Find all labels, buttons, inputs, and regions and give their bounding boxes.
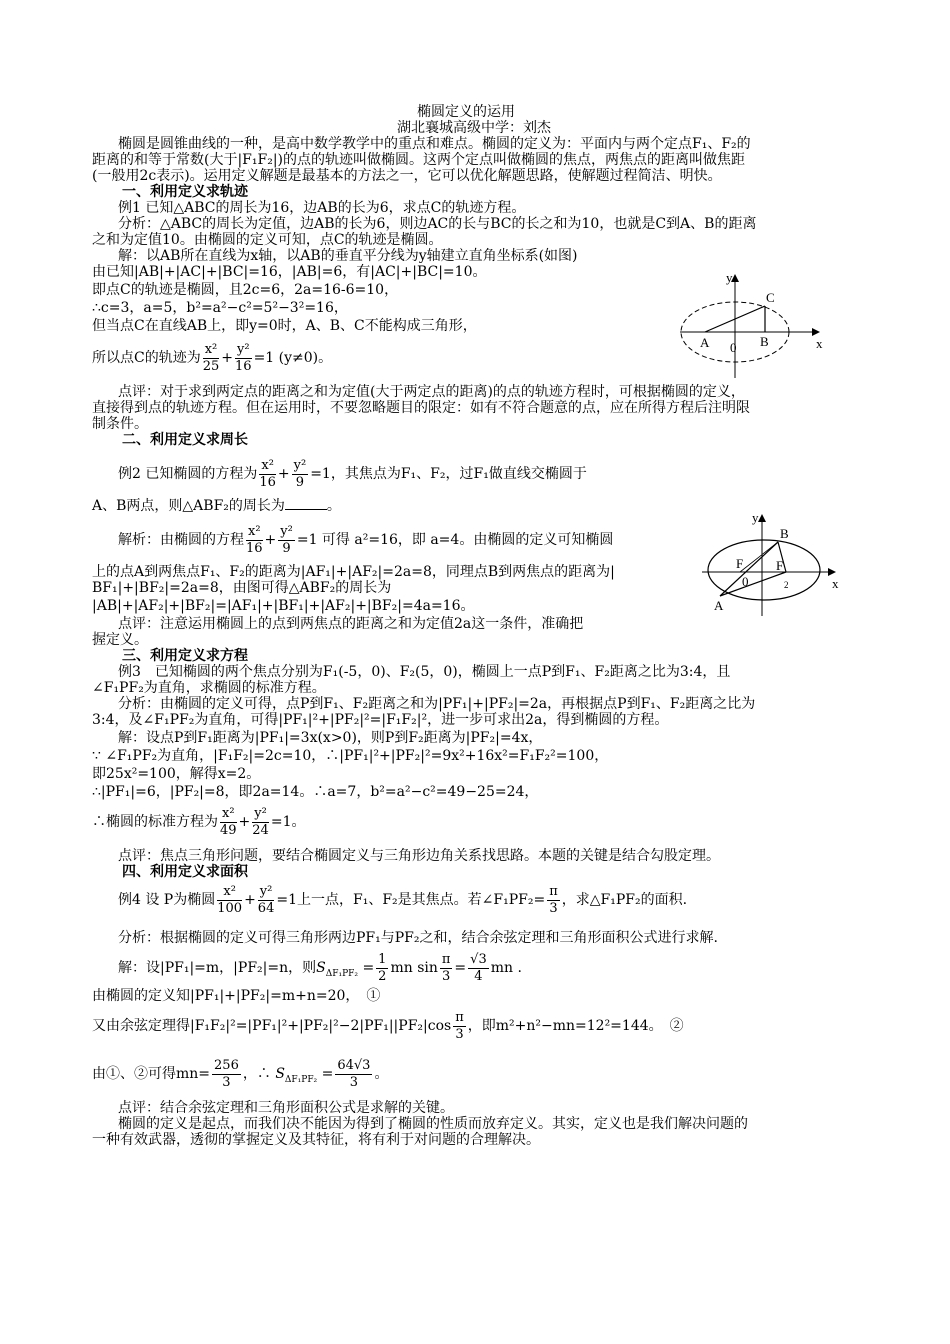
numerator: √3 [470, 951, 487, 967]
fig2-label-a: A [714, 598, 724, 613]
ex3-analysis-1: 分析：由椭圆的定义可得，点P到F₁、F₂距离之和为|PF₁|+|PF₂|=2a，再根据点P到F₁、F₂距离之比为 [118, 696, 756, 712]
intro-line-3: (一般用2c表示)。运用定义解题是最基本的方法之一，它可以优化解题思路，使解题过程简洁、明快。 [92, 168, 722, 184]
ex4-text-1: 例4 设 P为椭圆 $\frac{\text{x²}}{100}$ + $\frac{\text{y²}}{64}$ =1上一点，F₁、F₂是其焦点。若∠F₁PF₂= $\frac{\pi}{3}$ ，求△F₁PF₂的面积. [118, 883, 688, 916]
ex3-solution-2: ∵ ∠F₁PF₂为直角，|F₁F₂|=2c=10，∴|PF₁|²+|PF₂|²=9x²+16x²=F₁F₂²=100， [92, 748, 609, 764]
fraction-y2-9 [278, 524, 295, 557]
denominator: 3 [455, 1026, 464, 1042]
ex2-prefix: 例2 已知椭圆的方程为 [118, 466, 258, 482]
intro-line-1: 椭圆是圆锥曲线的一种，是高中数学教学中的重点和难点。椭圆的定义为：平面内与两个定点F₁、F₂的 [118, 136, 751, 152]
numerator: x² [222, 805, 235, 821]
numerator: x² [248, 523, 261, 539]
denominator: 16 [246, 540, 263, 556]
denominator: 3 [549, 900, 558, 916]
numerator: x² [217, 884, 242, 901]
section-3-heading: 三、利用定义求方程 [122, 648, 248, 664]
ex3-comment: 点评：焦点三角形问题，要结合椭圆定义与三角形边角关系找思路。本题的关键是结合勾股定理。 [118, 848, 720, 864]
ex1-sol6-suffix: =1 (y≠0)。 [253, 350, 333, 366]
area-symbol: S [316, 960, 326, 976]
figure-2-ellipse-diagram [702, 506, 852, 618]
ex3-text-1: 例3 已知椭圆的两个焦点分别为F₁(-5，0)、F₂(5，0)，椭圆上一点P到F₁、F₂距离之比为3:4，且 [118, 664, 731, 680]
fig1-label-x: x [816, 336, 823, 351]
intro-line-2: 距离的和等于常数(大于|F₁F₂|)的点的轨迹叫做椭圆。这两个定点叫做椭圆的焦点，两焦点的距离叫做焦距 [92, 152, 746, 168]
ex1-solution-4: ∴c=3，a=5，b²=a²−c²=5²−3²=16， [92, 300, 348, 316]
fig1-x-arrow [812, 328, 820, 336]
ex4-sol1-mid: mn sin [390, 960, 438, 976]
fraction-pi-3 [547, 884, 560, 917]
fraction-x2-100 [217, 884, 242, 917]
ex1-solution-1: 解：以AB所在直线为x轴，以AB的垂直平分线为y轴建立直角坐标系(如图) [118, 248, 578, 264]
fig2-x-arrow [828, 568, 836, 576]
fraction-pi-3 [440, 952, 453, 985]
fig2-label-f2-sub: 2 [784, 580, 789, 590]
fig2-label-x: x [832, 576, 839, 591]
ex4-solution-4 [92, 1056, 388, 1098]
ex1-solution-3: 即点C的轨迹是椭圆，且2c=6，2a=16-6=10， [92, 282, 399, 298]
fraction-pi-3 [453, 1010, 466, 1043]
ex4-solution-1 [118, 950, 522, 992]
ex2-text-2 [92, 498, 341, 514]
fig2-segment-af2 [720, 572, 786, 596]
ex4-sol4-prefix: 由①、②可得mn= [92, 1066, 211, 1082]
ex1-analysis-1: 分析：△ABC的周长为定值，边AB的长为6，则边AC的长与BC的长之和为10，也就是C到A、B的距离 [118, 216, 757, 232]
ex2-sol-suffix: =1 可得 a²=16，即 a=4。由椭圆的定义可知椭圆 [296, 532, 614, 548]
fraction-x2-49 [220, 806, 237, 839]
fig2-label-y: y [752, 510, 759, 525]
section-1-heading: 一、利用定义求轨迹 [122, 184, 248, 200]
fraction-y2-64 [258, 884, 275, 917]
ex4-sol1-prefix: 解：设|PF₁|=m，|PF₂|=n，则 [118, 960, 317, 976]
numerator: y² [259, 883, 273, 899]
denominator: 3 [349, 1074, 359, 1090]
ex2-solution-4: |AB|+|AF₂|+|BF₂|=|AF₁|+|BF₁|+|AF₂|+|BF₂|=4a=16。 [92, 598, 475, 614]
section-2-heading: 二、利用定义求周长 [122, 432, 248, 448]
doc-title: 椭圆定义的运用 [417, 104, 515, 120]
numerator: π [441, 951, 451, 967]
equals: = [362, 960, 375, 976]
numerator: 256 [214, 1057, 239, 1073]
ex1-solution-2: 由已知|AB|+|AC|+|BC|=16，|AB|=6，有|AC|+|BC|=10。 [92, 264, 487, 280]
ex1-analysis-2: 之和为定值10。由椭圆的定义可知，点C的轨迹是椭圆。 [92, 232, 443, 248]
numerator: π [549, 883, 558, 899]
numerator: y² [254, 805, 267, 821]
ex4-sol3-prefix: 又由余弦定理得|F₁F₂|²=|PF₁|²+|PF₂|²−2|PF₁||PF₂|cos [92, 1018, 452, 1034]
fig2-y-arrow [758, 514, 766, 522]
ex4-mid: =1上一点，F₁、F₂是其焦点。若∠F₁PF₂= [276, 892, 546, 908]
ex1-comment-2: 直接得到点的轨迹方程。但在运用时，不要忽略题目的限定：如有不符合题意的点，应在所得方程后注明限 [92, 400, 750, 416]
fraction-y2-9 [292, 458, 309, 491]
denominator: 3 [442, 968, 451, 984]
ex2-sol-prefix: 解析：由椭圆的方程 [118, 532, 244, 548]
fig2-segment-ab [720, 542, 778, 596]
ex2-solution-1: 解析：由椭圆的方程 $\frac{\text{x²}}{16}$ + $\frac{\text{y²}}{9}$ =1 可得 a²=16，即 a=4。由椭圆的定义可知椭圆 [118, 523, 614, 556]
area-subscript: ΔF₁PF₂ [325, 968, 358, 979]
ex2-text-2-main: A、B两点，则△ABF₂的周长为 [92, 498, 285, 514]
ex1-comment-1: 点评：对于求到两定点的距离之和为定值(大于两定点的距离)的点的轨迹方程时，可根据椭圆的定义， [118, 384, 745, 400]
ex4-sol3-suffix: ，即m²+n²−mn=12²=144。 ② [467, 1018, 684, 1034]
fraction-256-3 [212, 1058, 241, 1091]
numerator: x² [261, 457, 274, 473]
area-symbol: S [275, 1066, 285, 1082]
numerator: 1 [378, 951, 387, 967]
ex4-sol4-mid: ，∴ [242, 1066, 271, 1082]
ex1-text: 例1 已知△ABC的周长为16，边AB的长为6，求点C的轨迹方程。 [118, 200, 526, 216]
ex4-solution-3 [92, 1008, 684, 1044]
fig2-label-b: B [780, 526, 789, 541]
ex2-comment-1: 点评：注意运用椭圆上的点到两焦点的距离之和为定值2a这一条件，准确把 [118, 616, 584, 632]
fraction-64sqrt3-3 [335, 1058, 372, 1091]
fraction-sqrt3-4 [468, 952, 489, 985]
ex4-sol1-suffix: mn . [490, 960, 522, 976]
doc-author: 湖北襄城高级中学：刘杰 [397, 120, 551, 136]
denominator: 4 [474, 968, 483, 984]
numerator: x² [204, 341, 218, 357]
ex2-comment-2: 握定义。 [92, 632, 148, 648]
ex4-analysis: 分析：根据椭圆的定义可得三角形两边PF₁与PF₂之和，结合余弦定理和三角形面积公式进行求解. [118, 930, 718, 946]
figure-1-ellipse-diagram [680, 270, 830, 380]
ex1-comment-3: 制条件。 [92, 416, 148, 432]
fig2-label-f1: F [736, 556, 744, 571]
fraction-half [376, 952, 388, 985]
ex4-comment: 点评：结合余弦定理和三角形面积公式是求解的关键。 [118, 1100, 454, 1116]
ex2-text-2-end: 。 [326, 498, 341, 514]
section-4-heading: 四、利用定义求面积 [122, 864, 248, 880]
fraction-x2-16 [259, 458, 276, 491]
fig1-label-c: C [766, 290, 775, 305]
ex3-sol5-prefix: ∴椭圆的标准方程为 [92, 814, 218, 830]
fig1-label-o: 0 [730, 340, 737, 355]
ex4-suffix: ，求△F₁PF₂的面积. [561, 892, 688, 908]
area-subscript: ΔF₁PF₂ [284, 1074, 318, 1085]
equals: = [454, 960, 467, 976]
ex3-solution-3: 即25x²=100，解得x=2。 [92, 766, 261, 782]
denominator: 100 [217, 900, 243, 916]
fig1-label-y: y [726, 270, 733, 285]
ex3-analysis-2: 3:4，及∠F₁PF₂为直角，可得|PF₁|²+|PF₂|²=|F₁F₂|²，进一步可求出2a，得到椭圆的方程。 [92, 712, 669, 728]
numerator: y² [293, 457, 307, 473]
ex2-solution-2: 上的点A到两焦点F₁、F₂的距离为|AF₁|+|AF₂|=2a=8，同理点B到两焦点的距离为| [92, 564, 615, 580]
ex3-sol5-suffix: =1。 [270, 814, 306, 830]
answer-blank [285, 509, 327, 510]
ex2-text-1: 例2 已知椭圆的方程为 $\frac{\text{x²}}{16}$ + $\frac{\text{y²}}{9}$ =1，其焦点为F₁、F₂，过F₁做直线交椭圆于 [118, 457, 587, 490]
denominator: 2 [378, 968, 387, 984]
conclusion-1: 椭圆的定义是起点，而我们决不能因为得到了椭圆的性质而放弃定义。其实，定义也是我们解决问题的 [118, 1116, 748, 1132]
ex3-solution-1: 解：设点P到F₁距离为|PF₁|=3x(x>0)，则P到F₂距离为|PF₂|=4x， [118, 730, 543, 746]
denominator: 24 [252, 822, 269, 838]
ex1-solution-6: 所以点C的轨迹为 $\frac{\text{x²}}{25}$ + $\frac{\text{y²}}{16}$ =1 (y≠0)。 [92, 341, 333, 374]
fraction-x2-16 [246, 524, 263, 557]
numerator: π [455, 1009, 464, 1025]
denominator: 3 [222, 1074, 231, 1090]
ex3-solution-5: ∴椭圆的标准方程为 $\frac{\text{x²}}{49}$ + $\frac{\text{y²}}{24}$ =1。 [92, 805, 306, 838]
fraction-y2-24 [252, 806, 269, 839]
fraction-x2-25 [203, 342, 220, 375]
ex2-solution-3: BF₁|+|BF₂|=2a=8，由图可得△ABF₂的周长为 [92, 580, 392, 596]
fig1-label-b: B [760, 334, 769, 349]
ex1-solution-5: 但当点C在直线AB上，即y=0时，A、B、C不能构成三角形， [92, 318, 477, 334]
denominator: 64 [257, 900, 275, 916]
ex4-sol4-suffix: 。 [374, 1066, 389, 1082]
conclusion-2: 一种有效武器，透彻的掌握定义及其特征，将有利于对问题的合理解决。 [92, 1132, 540, 1148]
fig1-label-a: A [700, 335, 710, 350]
fig2-segment-f1b [740, 542, 778, 572]
numerator: y² [280, 523, 293, 539]
equals: = [321, 1066, 334, 1082]
fig2-label-f2: F [776, 558, 784, 573]
ex2-suffix: =1，其焦点为F₁、F₂，过F₁做直线交椭圆于 [310, 466, 587, 482]
denominator: 16 [259, 474, 276, 490]
ex1-sol6-prefix: 所以点C的轨迹为 [92, 350, 201, 366]
denominator: 9 [282, 540, 291, 556]
numerator: 64√3 [337, 1057, 371, 1073]
denominator: 9 [295, 474, 305, 490]
denominator: 49 [220, 822, 237, 838]
ex4-solution-2: 由椭圆的定义知|PF₁|+|PF₂|=m+n=20， ① [92, 988, 381, 1004]
ex3-text-2: ∠F₁PF₂为直角，求椭圆的标准方程。 [92, 680, 326, 696]
fraction-y2-16 [235, 342, 252, 375]
numerator: y² [237, 341, 250, 357]
denominator: 25 [202, 358, 220, 374]
ex3-solution-4: ∴|PF₁|=6，|PF₂|=8，即2a=14。∴a=7，b²=a²−c²=49−25=24， [92, 784, 539, 800]
fig2-label-o: 0 [742, 574, 749, 589]
denominator: 16 [235, 358, 252, 374]
ex4-prefix: 例4 设 P为椭圆 [118, 892, 216, 908]
